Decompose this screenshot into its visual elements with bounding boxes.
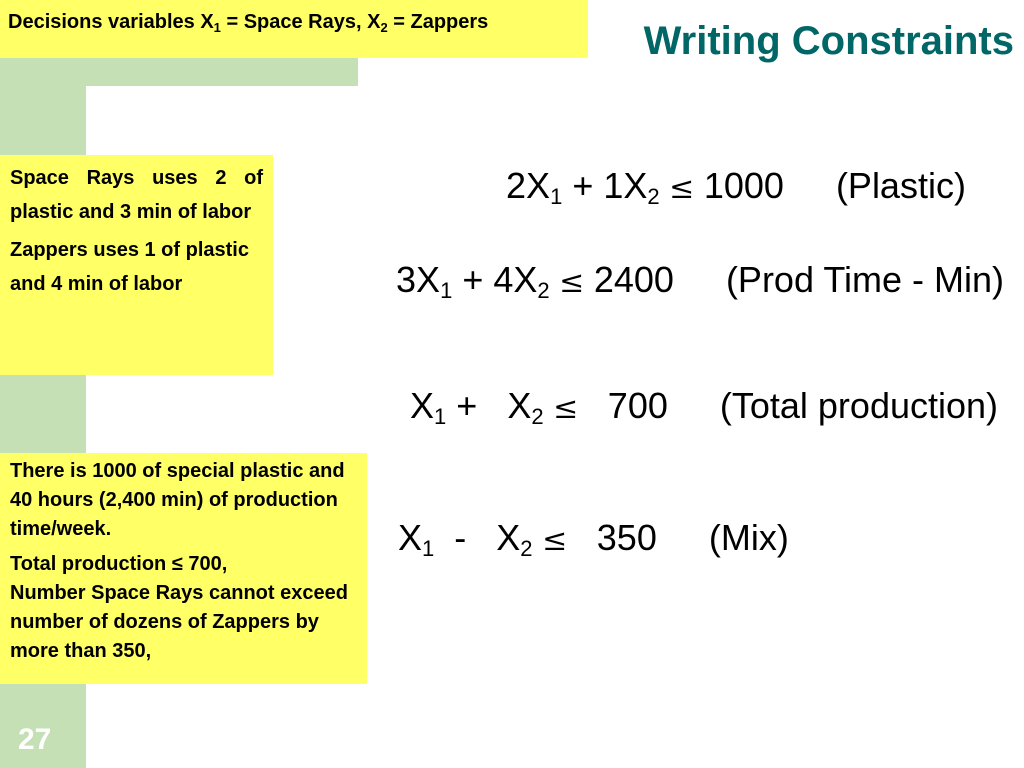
constraint-label: (Total production) [719,385,999,426]
constraint-rhs: 1000 [703,165,784,206]
zappers-usage-text: Zappers uses 1 of plastic and 4 min of labor [10,239,249,295]
plastic-time-text: There is 1000 of special plastic and 40 hours (2,400 min) of production time/week. [10,460,345,540]
constraint-label: (Plastic) [835,165,966,206]
less-equal-symbol: ≤ [659,171,704,206]
constraint-plastic [486,114,966,213]
constraint-term: + 4X [452,259,538,300]
constraint-term: X [410,385,435,426]
constraint-total-production [390,334,998,433]
slide-number: 27 [18,723,52,756]
mix-rule-text: Number Space Rays cannot exceed number of dozens of Zappers by more than 350, [10,582,348,662]
decision-sub-1: 1 [213,20,221,35]
constraint-rhs: 350 [576,517,657,558]
decision-text-prefix: Decisions variables X [8,11,214,33]
constraint-subscript: 2 [537,278,550,303]
less-equal-symbol: ≤ [549,265,594,300]
constraint-term: X [398,517,423,558]
decision-text-suffix: = Zappers [387,11,489,33]
constraint-subscript: 2 [520,536,533,561]
constraint-term: 3X [396,259,441,300]
constraint-subscript: 1 [434,404,447,429]
page-title: Writing Constraints [643,19,1014,63]
constraint-subscript: 2 [647,184,660,209]
constraint-mix [378,466,789,565]
constraint-prod-time [376,208,1004,307]
constraint-label: (Mix) [708,517,789,558]
constraint-rhs: 700 [587,385,668,426]
resource-info-box [0,453,367,684]
constraint-subscript: 1 [422,536,435,561]
constraint-subscript: 1 [550,184,563,209]
space-rays-usage-text: Space Rays uses 2 of plastic and 3 min of labor [10,167,263,223]
decision-variables-box [0,0,588,58]
constraint-term: + X [446,385,532,426]
total-production-text: Total production ≤ 700, [10,553,228,575]
decision-text-mid: = Space Rays, X [220,11,381,33]
production-mix-text [10,550,357,666]
less-equal-symbol: ≤ [543,391,588,426]
less-equal-symbol: ≤ [532,523,577,558]
usage-info-box [0,155,273,375]
constraint-term: 2X [506,165,551,206]
constraint-rhs: 2400 [593,259,674,300]
constraint-subscript: 2 [531,404,544,429]
constraint-subscript: 1 [440,278,453,303]
decision-sub-2: 2 [380,20,388,35]
constraint-term: + 1X [562,165,648,206]
constraint-term: - X [434,517,521,558]
constraint-label: (Prod Time - Min) [725,259,1004,300]
